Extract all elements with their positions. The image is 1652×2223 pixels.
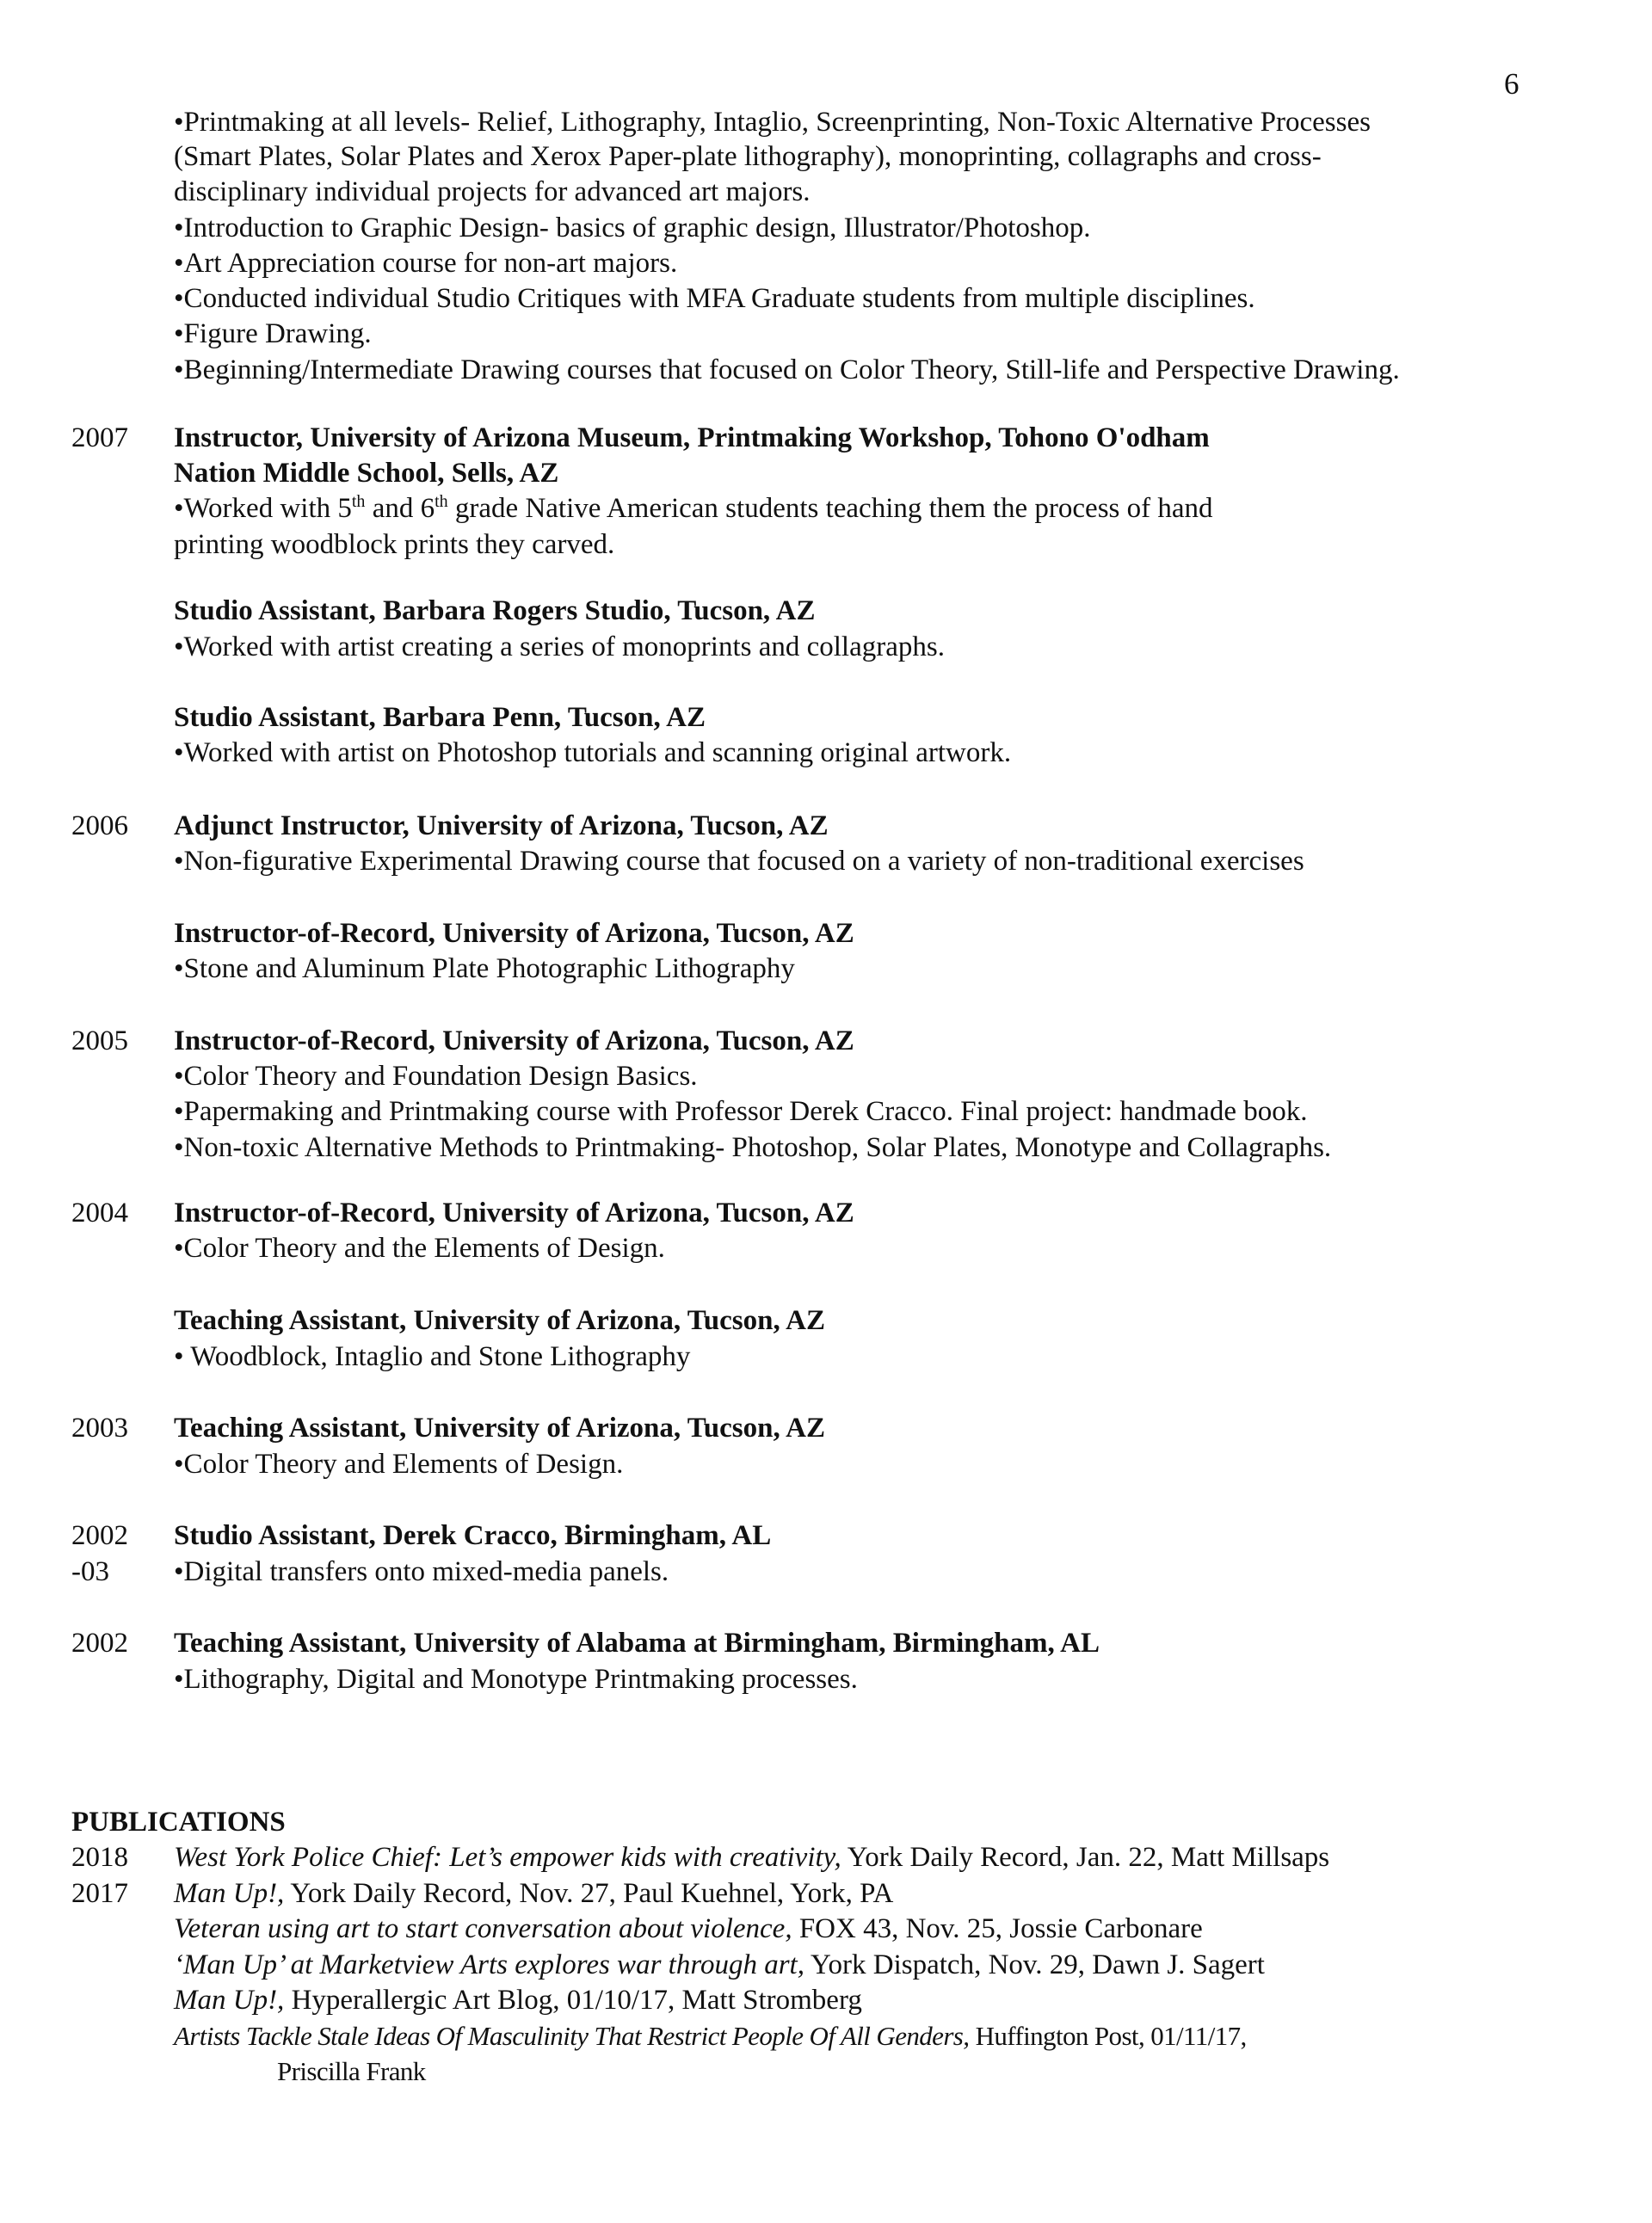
entry-bullet: •Digital transfers onto mixed-media panels.	[174, 1556, 669, 1587]
publication-entry: West York Police Chief: Let’s empower kids with creativity, York Daily Record, Jan. 22, Matt Millsaps	[174, 1842, 1330, 1873]
entry-bullet: •Papermaking and Printmaking course with Professor Derek Cracco. Final project: handmade book.	[174, 1096, 1308, 1127]
intro-bullet: •Figure Drawing.	[174, 318, 372, 349]
year-label: -03	[71, 1556, 109, 1587]
intro-bullet: •Conducted individual Studio Critiques with MFA Graduate students from multiple disciplines.	[174, 283, 1255, 314]
intro-bullet: (Smart Plates, Solar Plates and Xerox Paper-plate lithography), monoprinting, collagraphs and cross-	[174, 141, 1322, 172]
entry-bullet: •Lithography, Digital and Monotype Printmaking processes.	[174, 1664, 858, 1695]
entry-bullet: •Worked with 5th and 6th grade Native American students teaching them the process of hand	[174, 492, 1213, 524]
year-label: 2017	[71, 1878, 128, 1909]
publication-entry: Man Up!, Hyperallergic Art Blog, 01/10/17, Matt Stromberg	[174, 1985, 862, 2016]
entry-bullet: •Worked with artist creating a series of monoprints and collagraphs.	[174, 631, 945, 662]
year-label: 2004	[71, 1198, 128, 1228]
publication-entry: Artists Tackle Stale Ideas Of Masculinity That Restrict People Of All Genders, Huffington Post, 01/11/17,	[174, 2021, 1247, 2051]
entry-bullet: •Color Theory and Elements of Design.	[174, 1449, 624, 1480]
publication-entry: Man Up!, York Daily Record, Nov. 27, Paul Kuehnel, York, PA	[174, 1878, 894, 1909]
intro-bullet: •Introduction to Graphic Design- basics of graphic design, Illustrator/Photoshop.	[174, 212, 1091, 243]
section-heading-publications: PUBLICATIONS	[71, 1807, 286, 1838]
intro-bullet: •Printmaking at all levels- Relief, Lithography, Intaglio, Screenprinting, Non-Toxic Alternative Processes	[174, 107, 1371, 138]
page-number: 6	[1504, 67, 1519, 101]
entry-title: Teaching Assistant, University of Arizona, Tucson, AZ	[174, 1413, 826, 1444]
publication-entry: Veteran using art to start conversation about violence, FOX 43, Nov. 25, Jossie Carbonare	[174, 1913, 1203, 1944]
publication-entry-continued: Priscilla Frank	[277, 2056, 426, 2086]
entry-bullet: printing woodblock prints they carved.	[174, 529, 615, 560]
entry-title: Teaching Assistant, University of Arizona, Tucson, AZ	[174, 1305, 826, 1336]
entry-title: Instructor-of-Record, University of Arizona, Tucson, AZ	[174, 1198, 854, 1228]
year-label: 2018	[71, 1842, 128, 1873]
entry-bullet: • Woodblock, Intaglio and Stone Lithography	[174, 1341, 691, 1372]
year-label: 2003	[71, 1413, 128, 1444]
entry-bullet: •Worked with artist on Photoshop tutorials and scanning original artwork.	[174, 737, 1012, 768]
publication-entry: ‘Man Up’ at Marketview Arts explores war through art, York Dispatch, Nov. 29, Dawn J. Sagert	[174, 1949, 1265, 1980]
entry-title: Nation Middle School, Sells, AZ	[174, 458, 559, 489]
intro-bullet: •Beginning/Intermediate Drawing courses that focused on Color Theory, Still-life and Perspective Drawing.	[174, 354, 1400, 385]
entry-title: Studio Assistant, Barbara Rogers Studio, Tucson, AZ	[174, 595, 816, 626]
entry-bullet: •Non-figurative Experimental Drawing course that focused on a variety of non-traditional exercises	[174, 846, 1304, 877]
entry-title: Studio Assistant, Barbara Penn, Tucson, AZ	[174, 702, 706, 733]
entry-title: Instructor-of-Record, University of Arizona, Tucson, AZ	[174, 1025, 854, 1056]
intro-bullet: disciplinary individual projects for advanced art majors.	[174, 176, 811, 207]
entry-bullet: •Non-toxic Alternative Methods to Printmaking- Photoshop, Solar Plates, Monotype and Collagraphs.	[174, 1132, 1332, 1163]
entry-title: Instructor-of-Record, University of Arizona, Tucson, AZ	[174, 918, 854, 949]
entry-title: Instructor, University of Arizona Museum, Printmaking Workshop, Tohono O'odham	[174, 422, 1210, 453]
entry-title: Studio Assistant, Derek Cracco, Birmingham, AL	[174, 1520, 772, 1551]
entry-bullet: •Stone and Aluminum Plate Photographic Lithography	[174, 953, 795, 984]
intro-bullet: •Art Appreciation course for non-art majors.	[174, 248, 678, 279]
entry-title: Adjunct Instructor, University of Arizona, Tucson, AZ	[174, 810, 829, 841]
year-label: 2002	[71, 1520, 128, 1551]
entry-bullet: •Color Theory and Foundation Design Basics.	[174, 1061, 698, 1092]
year-label: 2005	[71, 1025, 128, 1056]
entry-title: Teaching Assistant, University of Alabama at Birmingham, Birmingham, AL	[174, 1628, 1100, 1659]
entry-bullet: •Color Theory and the Elements of Design.	[174, 1233, 665, 1264]
year-label: 2007	[71, 422, 128, 453]
year-label: 2002	[71, 1628, 128, 1659]
year-label: 2006	[71, 810, 128, 841]
